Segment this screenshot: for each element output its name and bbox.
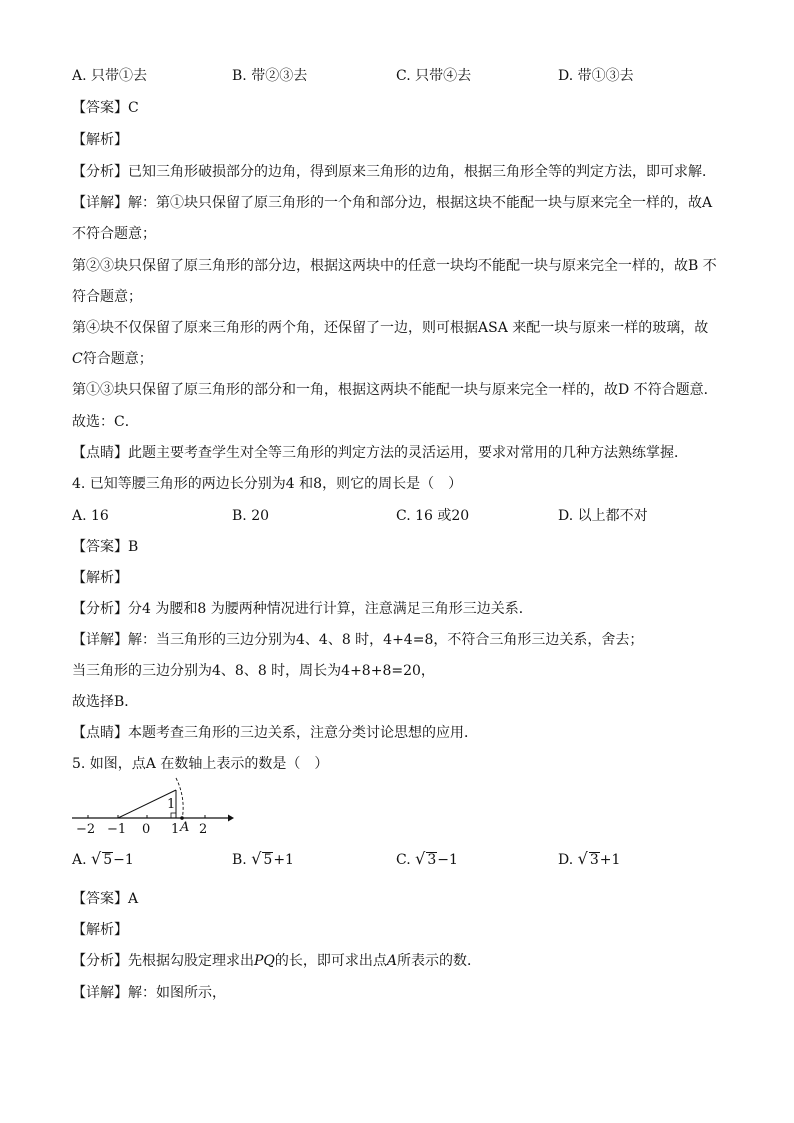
option-letter: A. (72, 852, 87, 868)
answer-value: C (128, 100, 139, 116)
q4-analysis-tag: 【解析】 (72, 570, 128, 586)
math-var: A (386, 953, 398, 969)
dianjing-text: 此题主要考查学生对全等三角形的判定方法的灵活运用，要求对常用的几种方法熟练掌握． (128, 445, 688, 461)
answer-value: B (128, 539, 139, 555)
q3-analysis-tag: 【解析】 (72, 132, 128, 148)
q3-xiangjie (72, 193, 712, 213)
tick-label-2: 2 (199, 822, 208, 836)
q3-xiangjie-line7: 第①③块只保留了原三角形的部分和一角，根据这两块不能配一块与原来完全一样的，故D 不符合题意． (72, 382, 718, 398)
q4-option-b: B. 20 (232, 508, 270, 524)
option-letter: D. (558, 852, 574, 868)
answer-tag: 【答案】 (72, 891, 128, 907)
fenxi-text: 的长，即可求出点 (274, 953, 387, 969)
q3-answer (72, 98, 139, 118)
compass-arc (176, 778, 183, 820)
radicand: 5 (263, 852, 273, 868)
dianjing-tag: 【点睛】 (72, 445, 128, 461)
q4-xiangjie-line2: 当三角形的三边分别为4、8、8 时，周长为4+8+8=20， (72, 663, 435, 679)
q4-dianjing (72, 723, 478, 743)
q3-option-d: D. 带①③去 (558, 68, 634, 84)
fenxi-tag: 【分析】 (72, 601, 128, 617)
sqrt-symbol-icon: √ (251, 849, 262, 868)
number-line-figure (68, 776, 238, 836)
sqrt-symbol-icon: √ (415, 849, 426, 868)
tick-label-minus2: −2 (76, 822, 96, 836)
fenxi-text: 已知三角形破损部分的边角，得到原来三角形的边角，根据三角形全等的判定方法，即可求解． (128, 164, 716, 180)
q3-option-c: C. 只带④去 (396, 68, 472, 84)
q5-option-d (558, 849, 620, 870)
q3-xiangjie-line4: 符合题意； (72, 289, 142, 305)
q5-option-c (396, 849, 458, 870)
text: 符合题意； (82, 351, 153, 367)
q3-xiangjie-line8: 故选：C． (72, 414, 139, 430)
fenxi-text: 所表示的数． (397, 953, 482, 969)
sqrt-symbol-icon: √ (577, 849, 588, 868)
tick-label-1: 1 (171, 822, 180, 836)
height-label: 1 (167, 797, 176, 812)
fenxi-tag: 【分析】 (72, 164, 128, 180)
right-angle-mark (171, 813, 176, 818)
q5-analysis-tag: 【解析】 (72, 922, 128, 938)
tick-label-minus1: −1 (107, 822, 127, 836)
q5-answer (72, 889, 138, 909)
answer-value: A (128, 891, 139, 907)
option-rest: −1 (437, 852, 458, 868)
tick-label-0: 0 (142, 822, 151, 836)
answer-tag: 【答案】 (72, 539, 128, 555)
axis-arrow-icon (228, 815, 234, 822)
q3-fenxi (72, 162, 716, 182)
radicand: 3 (589, 852, 599, 868)
q4-option-d: D. 以上都不对 (558, 508, 648, 524)
q3-dianjing (72, 443, 688, 463)
xiangjie-text: 解：第①块只保留了原三角形的一个角和部分边，根据这块不能配一块与原来完全一样的，故A (128, 195, 713, 211)
option-letter: B. (232, 852, 247, 868)
q5-question: 5. 如图，点A 在数轴上表示的数是（ ） (72, 756, 329, 772)
option-letter: C. (396, 852, 411, 868)
q3-xiangjie-line3: 第②③块只保留了原三角形的部分边，根据这两块中的任意一块均不能配一块与原来完全一样的，故B 不 (72, 258, 717, 274)
xiangjie-tag: 【详解】 (72, 632, 128, 648)
q5-xiangjie (72, 983, 226, 1003)
q4-xiangjie (72, 630, 643, 650)
xiangjie-tag: 【详解】 (72, 985, 128, 1001)
q4-xiangjie-line3: 故选择B． (72, 694, 139, 710)
q4-question: 4. 已知等腰三角形的两边长分别为4 和8，则它的周长是（ ） (72, 476, 463, 492)
option-rest: +1 (599, 852, 621, 868)
q3-option-b: B. 带②③去 (232, 68, 308, 84)
point-a-label: A (180, 820, 190, 835)
option-rest: −1 (113, 852, 134, 868)
radicand: 5 (103, 852, 113, 868)
fenxi-tag: 【分析】 (72, 953, 128, 969)
q3-option-a: A. 只带①去 (72, 68, 148, 84)
radicand: 3 (427, 852, 437, 868)
q4-option-a: A. 16 (72, 508, 109, 524)
math-var: C (72, 351, 83, 367)
q4-option-c: C. 16 或20 (396, 508, 470, 524)
option-rest: +1 (273, 852, 294, 868)
q3-xiangjie-line5: 第④块不仅保留了原来三角形的两个角，还保留了一边，则可根据ASA 来配一块与原来一样的玻璃，故 (72, 320, 709, 336)
math-var: PQ (254, 953, 275, 969)
xiangjie-text: 解：如图所示， (128, 985, 226, 1001)
xiangjie-tag: 【详解】 (72, 195, 128, 211)
xiangjie-text: 解：当三角形的三边分别为4、4、8 时，4+4=8，不符合三角形三边关系，舍去； (128, 632, 644, 648)
q3-xiangjie-line6 (72, 349, 153, 369)
q5-fenxi (72, 951, 481, 971)
q5-option-b (232, 849, 294, 870)
q4-answer (72, 537, 138, 557)
dianjing-text: 本题考查三角形的三边关系，注意分类讨论思想的应用． (128, 725, 478, 741)
q3-xiangjie-line2: 不符合题意； (72, 226, 156, 242)
q5-option-a (72, 849, 134, 870)
sqrt-symbol-icon: √ (91, 849, 102, 868)
dianjing-tag: 【点睛】 (72, 725, 128, 741)
fenxi-text: 先根据勾股定理求出 (128, 953, 254, 969)
q4-fenxi (72, 599, 533, 619)
answer-tag: 【答案】 (72, 100, 128, 116)
fenxi-text: 分4 为腰和8 为腰两种情况进行计算，注意满足三角形三边关系． (128, 601, 533, 617)
